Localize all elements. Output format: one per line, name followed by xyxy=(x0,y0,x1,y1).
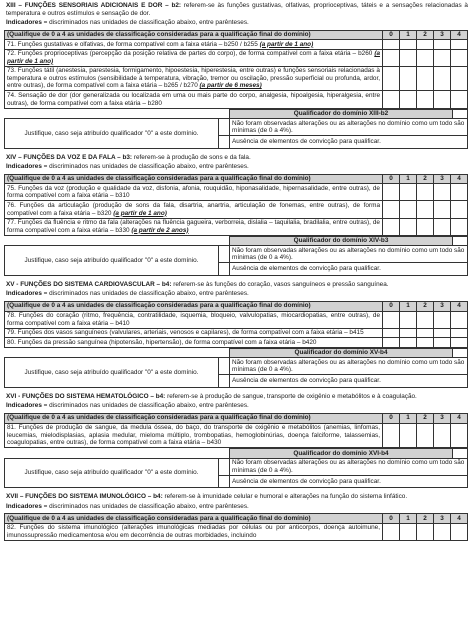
score-cell-3[interactable] xyxy=(434,201,451,218)
section-title-bold: XIII – FUNÇÕES SENSORIAIS ADICIONAIS E DOR – b2: xyxy=(6,2,182,9)
score-cell-0[interactable] xyxy=(383,523,400,540)
score-cell-1[interactable] xyxy=(400,49,417,66)
option-checkbox-minimal[interactable] xyxy=(219,246,230,263)
qualification-table xyxy=(4,30,468,109)
item-description xyxy=(5,328,383,338)
score-cell-4[interactable] xyxy=(451,49,468,66)
scale-header-2: 2 xyxy=(417,514,434,524)
table-header-row xyxy=(5,413,468,423)
option-checkbox-minimal[interactable] xyxy=(219,458,230,475)
score-cell-2[interactable] xyxy=(417,49,434,66)
option-minimal-label: Não foram observadas alterações ou as alterações no domínio como um todo são mínimas (de 0 a 4%). xyxy=(230,358,468,375)
table-header-row xyxy=(5,514,468,524)
spacer xyxy=(5,348,230,358)
scale-header-0: 0 xyxy=(383,301,400,311)
score-cell-4[interactable] xyxy=(451,311,468,328)
score-cell-3[interactable] xyxy=(434,311,451,328)
table-row xyxy=(5,66,468,91)
section-title xyxy=(6,393,468,401)
item-description xyxy=(5,40,383,50)
option-checkbox-minimal[interactable] xyxy=(219,358,230,375)
section-title-text: referem-se às funções gustativas, olfativas, proprioceptivas, táteis e a sensações relacionadas à temperatura e outros estímulos e sensação de dor. xyxy=(6,2,468,17)
score-cell-2[interactable] xyxy=(417,523,434,540)
table-row xyxy=(5,328,468,338)
score-cell-3[interactable] xyxy=(434,66,451,91)
table-header-label: (Qualifique de 0 a 4 as unidades de classificação consideradas para a qualificação final do domínio) xyxy=(5,30,383,40)
score-cell-4[interactable] xyxy=(451,523,468,540)
score-cell-2[interactable] xyxy=(417,218,434,235)
option-checkbox-minimal[interactable] xyxy=(219,119,230,136)
score-cell-0[interactable] xyxy=(383,66,400,91)
indicators-label: Indicadores xyxy=(6,402,42,410)
domain-qualifier-value[interactable] xyxy=(453,449,468,459)
table-row xyxy=(5,338,468,348)
domain-qualifier-table xyxy=(4,109,468,149)
section-title-bold: XV - FUNÇÕES DO SISTEMA CARDIOVASCULAR – b4: xyxy=(6,280,172,288)
justify-label: Justifique, caso seja atribuído qualificador "0" a este domínio. xyxy=(5,458,219,488)
table-row xyxy=(5,40,468,50)
scale-header-4: 4 xyxy=(451,30,468,40)
domain-qualifier-title: Qualificador do domínio XV-b4 xyxy=(230,348,453,358)
score-cell-4[interactable] xyxy=(451,338,468,348)
domain-section xyxy=(4,281,468,388)
indicators-note xyxy=(6,163,468,171)
item-description xyxy=(5,523,383,540)
item-description xyxy=(5,49,383,66)
scale-header-3: 3 xyxy=(434,514,451,524)
table-row xyxy=(5,311,468,328)
score-cell-0[interactable] xyxy=(383,338,400,348)
item-description xyxy=(5,91,383,108)
indicators-label: Indicadores xyxy=(6,163,42,171)
score-cell-3[interactable] xyxy=(434,91,451,108)
score-cell-4[interactable] xyxy=(451,91,468,108)
scale-header-1: 1 xyxy=(400,30,417,40)
scale-header-4: 4 xyxy=(451,514,468,524)
option-no-evidence-label: Ausência de elementos de convicção para qualificar. xyxy=(230,136,468,149)
domain-section xyxy=(4,493,468,541)
option-minimal-label: Não foram observadas alterações ou as alterações no domínio como um todo são mínimas (de 0 a 4%). xyxy=(230,458,468,475)
age-note: (a partir de 1 ano) xyxy=(113,209,167,217)
score-cell-0[interactable] xyxy=(383,423,400,448)
table-header-row xyxy=(5,30,468,40)
domain-qualifier-title: Qualificador do domínio XVI-b4 xyxy=(230,449,453,459)
table-header-row xyxy=(5,301,468,311)
scale-header-2: 2 xyxy=(417,413,434,423)
score-cell-3[interactable] xyxy=(434,338,451,348)
domain-qualifier-value[interactable] xyxy=(453,236,468,246)
item-text: 72. Funções proprioceptivas (percepção da posição relativa de partes do corpo), de forma compatível com a faixa etária – b260 xyxy=(7,50,373,58)
score-cell-2[interactable] xyxy=(417,338,434,348)
table-row xyxy=(5,201,468,218)
option-no-evidence-label: Ausência de elementos de convicção para qualificar. xyxy=(230,375,468,388)
option-minimal-label: Não foram observadas alterações ou as alterações no domínio como um todo são mínimas (de 0 a 4%). xyxy=(230,246,468,263)
score-cell-2[interactable] xyxy=(417,423,434,448)
indicators-note xyxy=(6,503,468,511)
item-text: 79. Funções dos vasos sanguíneos (valvulares, arteriais, venosos e capilares), de forma compatível com a faixa etária – b415 xyxy=(7,329,364,337)
score-cell-1[interactable] xyxy=(400,184,417,201)
scale-header-0: 0 xyxy=(383,174,400,184)
score-cell-1[interactable] xyxy=(400,40,417,50)
option-no-evidence-label: Ausência de elementos de convicção para qualificar. xyxy=(230,475,468,488)
scale-header-2: 2 xyxy=(417,301,434,311)
domain-qualifier-table xyxy=(4,348,468,388)
score-cell-1[interactable] xyxy=(400,328,417,338)
spacer xyxy=(5,109,230,119)
qualification-table xyxy=(4,413,468,448)
score-cell-0[interactable] xyxy=(383,184,400,201)
table-row xyxy=(5,218,468,235)
indicators-note xyxy=(6,19,468,27)
age-note: (a partir de 1 ano) xyxy=(7,50,380,65)
score-cell-2[interactable] xyxy=(417,311,434,328)
table-header-label: (Qualifique de 0 a 4 as unidades de classificação consideradas para a qualificação final do domínio) xyxy=(5,174,383,184)
item-text: 75. Funções da voz (produção e qualidade da voz, disfonia, afonia, rouquidão, hiponasalidade, hipernasalidade, entre outras), de forma compatível com a faixa etária – b310 xyxy=(7,184,380,200)
table-row xyxy=(5,49,468,66)
domain-qualifier-title: Qualificador do domínio XIII-b2 xyxy=(230,109,453,119)
scale-header-3: 3 xyxy=(434,413,451,423)
domain-qualifier-table xyxy=(4,448,468,488)
justify-label: Justifique, caso seja atribuído qualificador "0" a este domínio. xyxy=(5,119,219,149)
scale-header-1: 1 xyxy=(400,514,417,524)
item-text: 81. Funções de produção de sangue, da medula óssea, do baço, do transporte de oxigênio e metabólitos (anemias, linfomas, leucemias, mielodisplasias, aplasia medular, mieloma múltiplo, trombopatias, hemoglobinúrias, doença falciforme, talassemias, coagulopatias, entre outras), de forma compatível com a faixa etária – b430 xyxy=(7,424,380,447)
domain-qualifier-value[interactable] xyxy=(453,109,468,119)
indicators-label: Indicadores xyxy=(6,19,42,27)
scale-header-2: 2 xyxy=(417,30,434,40)
table-row xyxy=(5,423,468,448)
age-note: (a partir de 6 meses) xyxy=(199,82,262,90)
item-description xyxy=(5,201,383,218)
score-cell-3[interactable] xyxy=(434,218,451,235)
scale-header-3: 3 xyxy=(434,30,451,40)
item-text: 74. Sensação de dor (dor generalizada ou localizada em uma ou mais parte do corpo, analgesia, hipoalgesia, hiperalgesia, entre outras), de forma compatível com a faixa etária – b280 xyxy=(7,91,380,107)
option-checkbox-no-evidence[interactable] xyxy=(219,475,230,488)
section-title xyxy=(6,2,468,17)
score-cell-3[interactable] xyxy=(434,184,451,201)
scale-header-3: 3 xyxy=(434,301,451,311)
item-text: 78. Funções do coração (ritmo, frequência, contratilidade, isquemia, bloqueio, valvulopatias, miocardiopatias, entre outras), de forma compatível com a faixa etária – b410 xyxy=(7,312,380,327)
justify-label: Justifique, caso seja atribuído qualificador "0" a este domínio. xyxy=(5,358,219,388)
domain-section xyxy=(4,2,468,149)
item-description xyxy=(5,338,383,348)
item-text: 76. Funções da articulação (produção de sons da fala, disartria, anartria, articulação de fonemas, entre outras), de forma compatível com a faixa etária – b320 xyxy=(7,201,380,217)
score-cell-2[interactable] xyxy=(417,66,434,91)
table-header-label: (Qualifique de 0 a 4 as unidades de classificação consideradas para a qualificação final do domínio) xyxy=(5,301,383,311)
score-cell-1[interactable] xyxy=(400,91,417,108)
qualification-table xyxy=(4,174,468,236)
section-title xyxy=(6,493,468,501)
table-row xyxy=(5,184,468,201)
scale-header-0: 0 xyxy=(383,514,400,524)
score-cell-1[interactable] xyxy=(400,311,417,328)
indicators-text: = discriminados nas unidades de classificação abaixo, entre parênteses. xyxy=(41,19,249,27)
scale-header-1: 1 xyxy=(400,174,417,184)
domain-qualifier-value[interactable] xyxy=(453,348,468,358)
domain-qualifier-title: Qualificador do domínio XIV-b3 xyxy=(230,236,453,246)
scale-header-4: 4 xyxy=(451,301,468,311)
indicators-note xyxy=(6,290,468,298)
justify-label: Justifique, caso seja atribuído qualificador "0" a este domínio. xyxy=(5,246,219,276)
section-title-bold: XVI - FUNÇÕES DO SISTEMA HEMATOLÓGICO – b4: xyxy=(6,392,166,400)
indicators-text: = discriminados nas unidades de classificação abaixo, entre parênteses. xyxy=(41,163,249,171)
score-cell-0[interactable] xyxy=(383,328,400,338)
domain-section xyxy=(4,393,468,488)
item-description xyxy=(5,311,383,328)
option-no-evidence-label: Ausência de elementos de convicção para qualificar. xyxy=(230,263,468,276)
domain-qualifier-table xyxy=(4,236,468,276)
item-text: 71. Funções gustativas e olfativas, de forma compatível com a faixa etária – b250 / b255 xyxy=(7,40,258,48)
item-description xyxy=(5,218,383,235)
indicators-text: = discriminados nas unidades de classificação abaixo, entre parênteses. xyxy=(41,502,249,510)
score-cell-2[interactable] xyxy=(417,201,434,218)
score-cell-3[interactable] xyxy=(434,328,451,338)
scale-header-1: 1 xyxy=(400,301,417,311)
score-cell-0[interactable] xyxy=(383,218,400,235)
scale-header-3: 3 xyxy=(434,174,451,184)
scale-header-2: 2 xyxy=(417,174,434,184)
age-note: (a partir de 1 ano) xyxy=(259,40,314,48)
section-title-text: referem-se à imunidade celular e humoral e alterações na função do sistema linfático. xyxy=(162,493,408,501)
section-title-text: referem-se à produção de sons e da fala. xyxy=(132,153,251,161)
scale-header-0: 0 xyxy=(383,30,400,40)
score-cell-0[interactable] xyxy=(383,49,400,66)
section-title-bold: XIV – FUNÇÕES DA VOZ E DA FALA – b3: xyxy=(6,153,133,161)
item-description xyxy=(5,66,383,91)
table-header-label: (Qualifique de 0 a 4 as unidades de classificação consideradas para a qualificação final do domínio) xyxy=(5,413,383,423)
scale-header-4: 4 xyxy=(451,413,468,423)
item-description xyxy=(5,184,383,201)
qualification-table xyxy=(4,513,468,541)
table-row xyxy=(5,523,468,540)
score-cell-1[interactable] xyxy=(400,66,417,91)
score-cell-4[interactable] xyxy=(451,40,468,50)
section-title-bold: XVII – FUNÇÕES DO SISTEMA IMUNOLÓGICO – b4: xyxy=(6,493,163,501)
spacer xyxy=(5,236,230,246)
domain-section xyxy=(4,154,468,276)
section-title xyxy=(6,154,468,162)
score-cell-4[interactable] xyxy=(451,184,468,201)
section-title-text: referem-se à produção de sangue, transporte de oxigênio e metabólitos e à coagulação. xyxy=(165,392,417,400)
indicators-text: = discriminados nas unidades de classificação abaixo, entre parênteses. xyxy=(41,402,249,410)
score-cell-0[interactable] xyxy=(383,40,400,50)
score-cell-3[interactable] xyxy=(434,423,451,448)
spacer xyxy=(5,449,230,459)
option-checkbox-no-evidence[interactable] xyxy=(219,375,230,388)
scale-header-0: 0 xyxy=(383,413,400,423)
score-cell-3[interactable] xyxy=(434,49,451,66)
table-header-row xyxy=(5,174,468,184)
score-cell-0[interactable] xyxy=(383,201,400,218)
age-note: (a partir de 2 anos) xyxy=(131,226,189,234)
indicators-label: Indicadores xyxy=(6,502,42,510)
score-cell-0[interactable] xyxy=(383,91,400,108)
score-cell-4[interactable] xyxy=(451,201,468,218)
option-checkbox-no-evidence[interactable] xyxy=(219,263,230,276)
option-checkbox-no-evidence[interactable] xyxy=(219,136,230,149)
score-cell-1[interactable] xyxy=(400,338,417,348)
section-title-text: referem-se às funções do coração, vasos sanguíneos e pressão sanguínea. xyxy=(171,280,389,288)
item-text: 82. Funções do sistema imunológico (alterações imunológicas mediadas por células ou por anticorpos, doença autoimune, imunossupressão medicamentosa e/ou em decorrência de outras morbidades, incluindo xyxy=(7,524,380,540)
score-cell-4[interactable] xyxy=(451,66,468,91)
indicators-label: Indicadores xyxy=(6,290,42,298)
score-cell-3[interactable] xyxy=(434,40,451,50)
score-cell-1[interactable] xyxy=(400,523,417,540)
table-header-label: (Qualifique de 0 a 4 as unidades de classificação consideradas para a qualificação final do domínio) xyxy=(5,514,383,524)
score-cell-4[interactable] xyxy=(451,218,468,235)
item-description xyxy=(5,423,383,448)
score-cell-2[interactable] xyxy=(417,91,434,108)
indicators-note xyxy=(6,402,468,410)
option-minimal-label: Não foram observadas alterações ou as alterações no domínio como um todo são mínimas (de 0 a 4%). xyxy=(230,119,468,136)
item-text: 80. Funções da pressão sanguínea (hipotensão, hipertensão), de forma compatível com a faixa etária – b420 xyxy=(7,338,317,346)
indicators-text: = discriminados nas unidades de classificação abaixo, entre parênteses. xyxy=(41,290,249,298)
score-cell-2[interactable] xyxy=(417,328,434,338)
section-title xyxy=(6,281,468,289)
score-cell-0[interactable] xyxy=(383,311,400,328)
score-cell-2[interactable] xyxy=(417,184,434,201)
score-cell-4[interactable] xyxy=(451,423,468,448)
score-cell-1[interactable] xyxy=(400,201,417,218)
score-cell-3[interactable] xyxy=(434,523,451,540)
table-row xyxy=(5,91,468,108)
score-cell-1[interactable] xyxy=(400,218,417,235)
scale-header-4: 4 xyxy=(451,174,468,184)
qualification-table xyxy=(4,301,468,348)
score-cell-2[interactable] xyxy=(417,40,434,50)
score-cell-1[interactable] xyxy=(400,423,417,448)
item-text: 77. Funções da fluência e ritmo da fala (alterações na fluência gagueira, verborreia, dislalia – taquilalia, bradilalia, entre outras), de forma compatível com a faixa etária – b330 xyxy=(7,219,380,234)
score-cell-4[interactable] xyxy=(451,328,468,338)
item-text: 73. Funções tátil (anestesia, parestesia, formigamento, hipoestesia, hiperestesia, entre outras) e funções sensoriais relacionadas à temperatura e outros estímulos (sensibilidade à temperatura, vibração, tremor ou oscilação, pressão superficial ou profunda, ardor, entre outras), de forma compatível com a faixa etária – b265 / b270 xyxy=(7,67,380,90)
scale-header-1: 1 xyxy=(400,413,417,423)
